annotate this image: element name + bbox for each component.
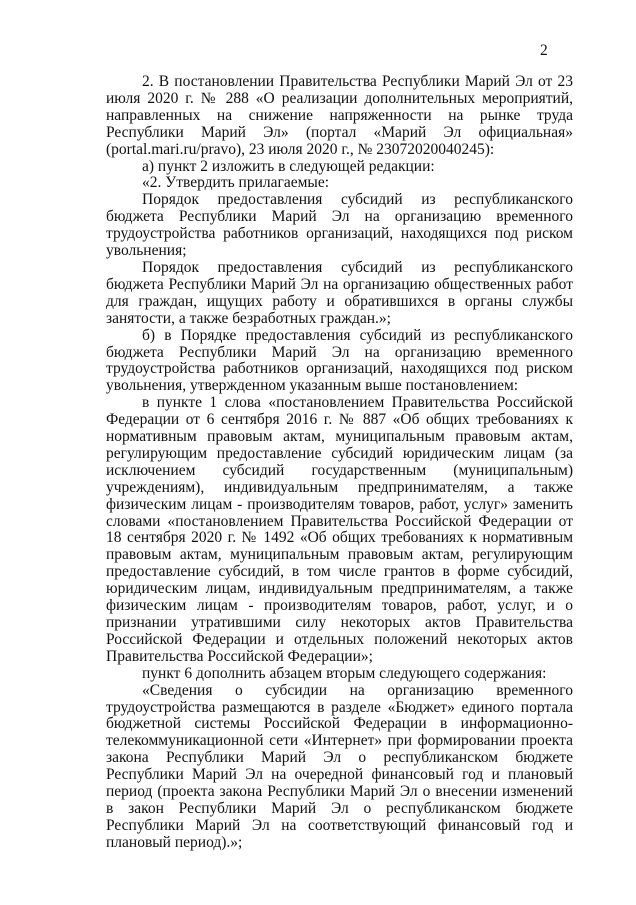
- paragraph-point-6-addition: пункт 6 дополнить абзацем вторым следующего содержания:: [142, 664, 547, 682]
- page-number: 2: [540, 42, 548, 59]
- paragraph-point-2-heading: «2. Утвердить прилагаемые:: [142, 174, 330, 192]
- paragraph-procedure-temporary-employment: Порядок предоставления субсидий из республиканского бюджета Республики Марий Эл на организацию временного трудоустройства работников организаций, находящихся под риском увольнения;: [106, 191, 573, 260]
- paragraph-procedure-public-works: Порядок предоставления субсидий из республиканского бюджета Республики Марий Эл на организацию общественных работ для граждан, ищущих работу и обратившихся в органы службы занятости, а также безработных граждан.»;: [106, 258, 573, 327]
- paragraph-item-b: б) в Порядке предоставления субсидий из республиканского бюджета Республики Марий Эл на организацию временного трудоустройства работников организаций, находящихся под риском увольнения, утвержденном указанным выше постановлением:: [106, 326, 573, 395]
- document-body: [106, 74, 573, 852]
- paragraph-point-1-replacement: в пункте 1 слова «постановлением Правительства Российской Федерации от 6 сентября 2016 г. № 887 «Об общих требованиях к нормативным правовым актам, муниципальным правовым актам, регулирующим предоставление субсидий юридическим лицам (за исключением субсидий государственным (муниципальным) учреждениям), индивидуальным предпринимателям, а также физическим лицам - производителям товаров, работ, услуг» заменить словами «постановлением Правительства Российской Федерации от 18 сентября 2020 г. № 1492 «Об общих требованиях к нормативным правовым актам, муниципальным правовым актам, регулирующим предоставление субсидий, в том числе грантов в форме субсидий, юридическим лицам, индивидуальным предпринимателям, а также физическим лицам - производителям товаров, работ, услуг, и о признании утратившими силу некоторых актов Правительства Российской Федерации и отдельных положений некоторых актов Правительства Российской Федерации»;: [106, 394, 573, 665]
- paragraph-amendment-intro: 2. В постановлении Правительства Республики Марий Эл от 23 июля 2020 г. № 288 «О реализации дополнительных мероприятий, направленных на снижение напряженности на рынке труда Республики Марий Эл» (портал «Марий Эл официальная» (portal.mari.ru/pravo), 23 июля 2020 г., № 23072020040245):: [106, 73, 573, 158]
- paragraph-subsidy-information: «Сведения о субсидии на организацию временного трудоустройства размещаются в разделе «Бюджет» единого портала бюджетной системы Российской Федерации в информационно-телекоммуникационной сети «Интернет» при формировании проекта закона Республики Марий Эл о республиканском бюджете Республики Марий Эл на очередной финансовый год и плановый период (проекта закона Республики Марий Эл о внесении изменений в закон Республики Марий Эл о республиканском бюджете Республики Марий Эл на соответствующий финансовый год и плановый период).»;: [106, 681, 573, 851]
- paragraph-item-a: а) пункт 2 изложить в следующей редакции:: [142, 157, 435, 175]
